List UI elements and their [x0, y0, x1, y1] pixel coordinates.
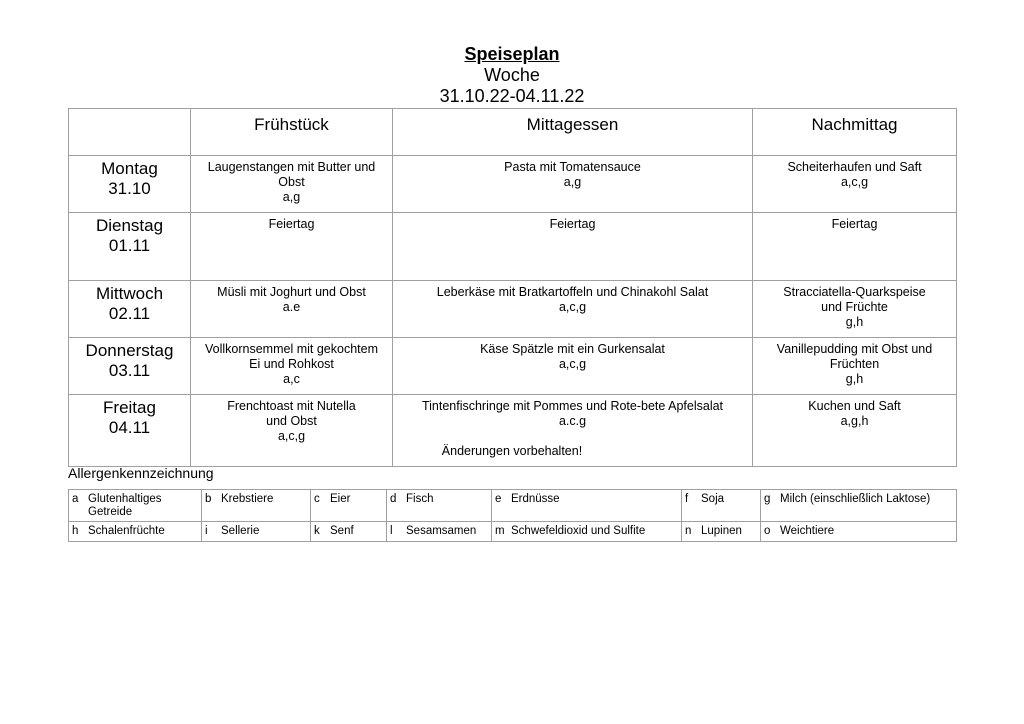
page-subtitle: Woche [484, 65, 540, 85]
menu-body [69, 156, 957, 467]
allergen-code: d [390, 493, 397, 505]
allergen-code: f [685, 493, 689, 505]
allergen-label: Soja [701, 493, 725, 505]
meal-text-line: a.c.g [558, 414, 587, 428]
meal-text-line: Vollkornsemmel mit gekochtem [205, 342, 378, 356]
meal-text-line: Stracciatella-Quarkspeise [783, 285, 926, 299]
allergen-label: Krebstiere [221, 493, 274, 505]
meal-cell-mittagessen [393, 281, 753, 338]
allergen-code: n [685, 525, 692, 537]
day-name: Freitag [103, 398, 156, 417]
allergen-label: Lupinen [701, 525, 742, 537]
meal-text-line: Früchten [829, 357, 880, 371]
meal-text-line: Kuchen und Saft [808, 399, 901, 413]
date-range: 31.10.22-04.11.22 [439, 86, 585, 106]
allergen-label: Schalenfrüchte [88, 525, 165, 537]
day-cell [69, 281, 191, 338]
allergen-cell [202, 522, 311, 542]
meal-text-line: g,h [845, 372, 864, 386]
meal-cell-fruehstueck [191, 213, 393, 281]
meal-cell-nachmittag [753, 281, 957, 338]
day-date: 03.11 [108, 361, 151, 380]
meal-text-line: a,c,g [840, 175, 869, 189]
allergen-cell [761, 522, 957, 542]
allergen-code: c [314, 493, 320, 505]
meal-text-line: Laugenstangen mit Butter und [207, 160, 376, 174]
allergen-code: h [72, 525, 79, 537]
meal-text-line: Müsli mit Joghurt und Obst [217, 285, 366, 299]
meal-cell-mittagessen [393, 213, 753, 281]
meal-cell-fruehstueck [191, 156, 393, 213]
column-header-mittagessen: Mittagessen [393, 109, 753, 156]
day-cell [69, 156, 191, 213]
allergen-entry [205, 525, 307, 538]
meal-cell-nachmittag [753, 156, 957, 213]
meal-text-line: Käse Spätzle mit ein Gurkensalat [480, 342, 665, 356]
meal-text-line: a,c,g [277, 429, 306, 443]
allergen-cell [69, 490, 202, 522]
allergen-label: Milch (einschließlich Laktose) [780, 493, 931, 505]
meal-text-line: a,c,g [558, 300, 587, 314]
allergen-entry [72, 493, 198, 519]
table-row [69, 213, 957, 281]
allergen-label: Senf [330, 525, 354, 537]
allergen-code: o [764, 525, 771, 537]
allergen-label: Fisch [406, 493, 434, 505]
allergen-code: k [314, 525, 320, 537]
day-date: 04.11 [108, 418, 151, 437]
day-name: Montag [101, 159, 158, 178]
allergen-cell [682, 522, 761, 542]
table-row [69, 338, 957, 395]
allergen-entry [390, 525, 488, 538]
meal-text-line: Pasta mit Tomatensauce [504, 160, 641, 174]
allergen-heading: Allergenkennzeichnung [68, 465, 214, 481]
allergen-row [69, 522, 957, 542]
title-block [0, 44, 1024, 107]
allergen-cell [69, 522, 202, 542]
meal-text-line: Vanillepudding mit Obst und [776, 342, 933, 356]
meal-text-line: Ei und Rohkost [249, 357, 334, 371]
meal-text-line: Leberkäse mit Bratkartoffeln und Chinakohl Salat [436, 285, 709, 299]
meal-text-line: a,c [283, 372, 300, 386]
allergen-cell [311, 490, 387, 522]
allergen-cell [761, 490, 957, 522]
meal-cell-nachmittag [753, 213, 957, 281]
allergen-label: Weichtiere [780, 525, 835, 537]
meal-text-line: a,g [282, 190, 301, 204]
meal-text-line: und Obst [266, 414, 317, 428]
day-cell [69, 213, 191, 281]
allergen-code: b [205, 493, 212, 505]
day-date: 02.11 [108, 304, 151, 323]
allergen-cell [311, 522, 387, 542]
allergen-code: i [205, 525, 208, 537]
meal-text-line: Feiertag [549, 217, 596, 231]
meal-text-line: und Früchte [821, 300, 888, 314]
allergen-label: Sesamsamen [406, 525, 477, 537]
allergen-entry [314, 525, 383, 538]
allergen-code: a [72, 493, 79, 505]
meal-text-line: Feiertag [268, 217, 315, 231]
day-name: Donnerstag [85, 341, 174, 360]
allergen-entry [685, 493, 757, 506]
meal-cell-mittagessen [393, 338, 753, 395]
allergen-entry [685, 525, 757, 538]
meal-cell-nachmittag [753, 338, 957, 395]
allergen-entry [764, 525, 953, 538]
allergen-label: Schwefeldioxid und Sulfite [511, 525, 646, 537]
allergen-entry [314, 493, 383, 506]
allergen-entry [205, 493, 307, 506]
column-header-day [69, 109, 191, 156]
allergen-label: Eier [330, 493, 351, 505]
meal-cell-fruehstueck [191, 281, 393, 338]
meal-cell-fruehstueck [191, 338, 393, 395]
day-name: Mittwoch [95, 284, 164, 303]
column-header-nachmittag: Nachmittag [753, 109, 957, 156]
meal-text-line: Obst [278, 175, 305, 189]
allergen-body [69, 490, 957, 542]
menu-header-row [69, 109, 957, 156]
allergen-label: Erdnüsse [511, 493, 560, 505]
meal-text-line: Feiertag [831, 217, 878, 231]
menu-table [68, 108, 957, 467]
allergen-label: Sellerie [221, 525, 260, 537]
allergen-code: g [764, 493, 771, 505]
meal-text-line: Scheiterhaufen und Saft [787, 160, 922, 174]
meal-text-line: Tintenfischringe mit Pommes und Rote-bete Apfelsalat [421, 399, 724, 413]
allergen-entry [764, 493, 953, 506]
meal-text-line: a,g [563, 175, 582, 189]
allergen-cell [387, 522, 492, 542]
allergen-entry [495, 525, 678, 538]
allergen-entry [72, 525, 198, 538]
allergen-code: l [390, 525, 393, 537]
page-title: Speiseplan [464, 44, 560, 64]
changes-note: Änderungen vorbehalten! [441, 444, 583, 458]
meal-text-line: a,c,g [558, 357, 587, 371]
allergen-row [69, 490, 957, 522]
meal-cell-mittagessen [393, 156, 753, 213]
allergen-cell [682, 490, 761, 522]
day-date: 01.11 [108, 236, 151, 255]
allergen-label: Glutenhaltiges Getreide [88, 493, 162, 518]
allergen-entry [495, 493, 678, 506]
day-cell [69, 338, 191, 395]
allergen-cell [387, 490, 492, 522]
allergen-cell [492, 490, 682, 522]
meal-text-line: a.e [282, 300, 301, 314]
meal-text-line: Frenchtoast mit Nutella [227, 399, 356, 413]
allergen-code: e [495, 493, 502, 505]
allergen-code: m [495, 525, 505, 537]
allergen-cell [492, 522, 682, 542]
day-date: 31.10 [108, 179, 151, 198]
table-row [69, 281, 957, 338]
allergen-table [68, 489, 957, 542]
meal-text-line: a,g,h [840, 414, 869, 428]
column-header-fruehstueck: Frühstück [191, 109, 393, 156]
day-name: Dienstag [95, 216, 164, 235]
meal-text-line: g,h [845, 315, 864, 329]
table-row [69, 156, 957, 213]
allergen-cell [202, 490, 311, 522]
allergen-entry [390, 493, 488, 506]
